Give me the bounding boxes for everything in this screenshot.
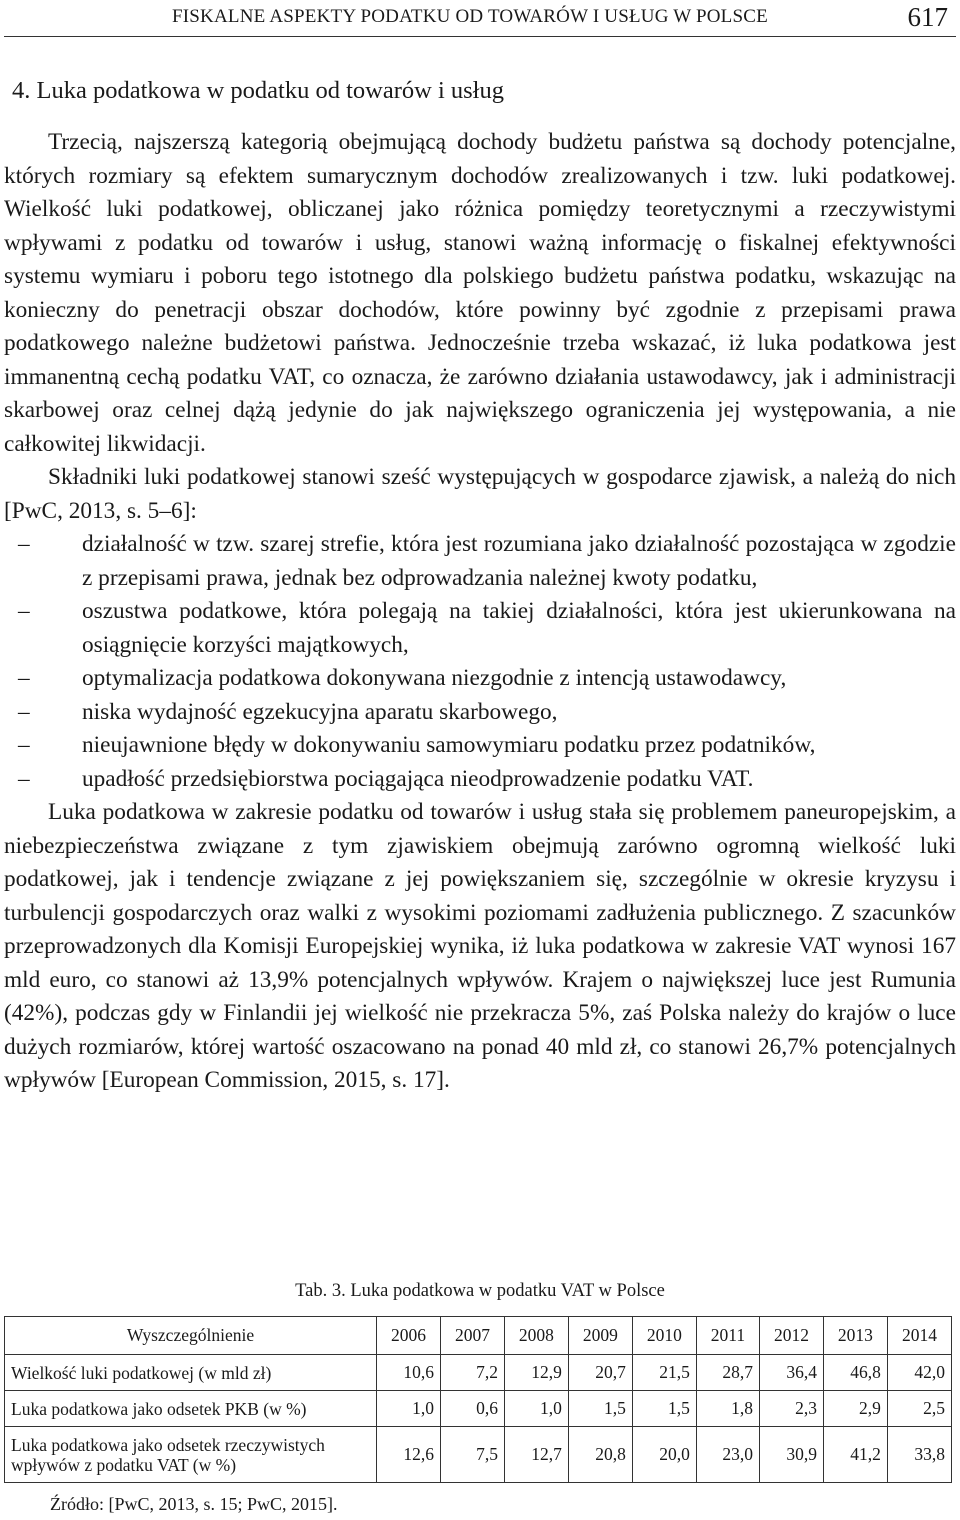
list-item: – niska wydajność egzekucyjna aparatu skarbowego, [4, 696, 956, 730]
table-cell: 2,3 [759, 1391, 823, 1427]
table-cell: 1,5 [632, 1391, 696, 1427]
year-header: 2006 [377, 1317, 441, 1355]
table-cell: 46,8 [823, 1355, 887, 1391]
table-cell: 28,7 [696, 1355, 759, 1391]
year-header: 2010 [632, 1317, 696, 1355]
table-cell: 41,2 [823, 1427, 887, 1483]
table-row [5, 1427, 952, 1483]
paragraph-3: Luka podatkowa w zakresie podatku od towarów i usług stała się problemem paneuropejskim, a niebezpieczeństwa związane z tym zjawiskiem obejmują zarówno ogromną wielkość luki podatkowej, jak i tendencje związane z jej powiększaniem się, szczególnie w okresie kryzysu i turbulencji gospodarczych oraz walki z wysokimi poziomami zadłużenia publicznego. Z szacunków przeprowadzonych dla Komisji Europejskiej wynika, iż luka podatkowa w zakresie VAT wynosi 167 mld euro, co stanowi aż 13,9% potencjalnych wpływów. Krajem o największej luce jest Rumunia (42%), podczas gdy w Finlandii jej wielkość nie przekracza 5%, zaś Polska należy do krajów o luce dużych rozmiarów, której wartość oszacowano na ponad 40 mld zł, co stanowi 26,7% potencjalnych wpływów [European Commission, 2015, s. 17]. [4, 799, 956, 1093]
page-header [0, 0, 960, 38]
table-cell: 2,5 [887, 1391, 951, 1427]
paragraph-1: Trzecią, najszerszą kategorią obejmującą dochody budżetu państwa są dochody potencjalne, których rozmiary są efektem sumarycznym dochodów zrealizowanych i tzw. luki podatkowej. Wielkość luki podatkowej, obliczanej jako różnica pomiędzy teoretycznymi a rzeczywistymi wpływami z podatku od towarów i usług, stanowi ważną informację o fiskalnej efektywności systemu wymiaru i poboru tego istotnego dla polskiego budżetu państwa podatku, wskazując na konieczny do penetracji obszar dochodów, które powinny być zgodnie z przepisami prawa podatkowego należne budżetowi państwa. Jednocześnie trzeba wskazać, iż luka podatkowa jest immanentną cechą podatku VAT, co oznacza, że zarówno działania ustawodawcy, jak i administracji skarbowej oraz celnej dążą jedynie do jak największego ograniczenia jej występowania, a nie całkowitej likwidacji. [4, 129, 956, 457]
header-label: Wyszczególnienie [5, 1317, 377, 1355]
table-cell: 12,7 [504, 1427, 568, 1483]
table-header-row [5, 1317, 952, 1355]
table-row [5, 1355, 952, 1391]
table-cell: 1,0 [504, 1391, 568, 1427]
table-cell: 23,0 [696, 1427, 759, 1483]
table-cell: 2,9 [823, 1391, 887, 1427]
year-header: 2007 [440, 1317, 504, 1355]
running-title: FISKALNE ASPEKTY PODATKU OD TOWARÓW I USŁUG W POLSCE [172, 6, 768, 27]
page-body [4, 74, 956, 1098]
table-cell: 30,9 [759, 1427, 823, 1483]
table-cell: 20,0 [632, 1427, 696, 1483]
list-item: – upadłość przedsiębiorstwa pociągająca nieodprowadzenie podatku VAT. [4, 763, 956, 797]
year-header: 2012 [759, 1317, 823, 1355]
table-cell: 7,5 [440, 1427, 504, 1483]
list-item: – nieujawnione błędy w dokonywaniu samowymiaru podatku przez podatników, [4, 729, 956, 763]
header-rule [4, 36, 956, 37]
table-row [5, 1391, 952, 1427]
year-header: 2009 [568, 1317, 632, 1355]
year-header: 2014 [887, 1317, 951, 1355]
table-cell: 20,8 [568, 1427, 632, 1483]
year-header: 2013 [823, 1317, 887, 1355]
paragraph-2: Składniki luki podatkowej stanowi sześć występujących w gospodarce zjawisk, a należą do nich [PwC, 2013, s. 5–6]: [4, 464, 956, 524]
table-cell: 1,5 [568, 1391, 632, 1427]
table-cell: 36,4 [759, 1355, 823, 1391]
table-cell: 1,8 [696, 1391, 759, 1427]
section-heading: 4. Luka podatkowa w podatku od towarów i usług [12, 77, 504, 104]
list-item: – optymalizacja podatkowa dokonywana niezgodnie z intencją ustawodawcy, [4, 662, 956, 696]
table-source: Źródło: [PwC, 2013, s. 15; PwC, 2015]. [50, 1494, 338, 1514]
table-cell: 0,6 [440, 1391, 504, 1427]
table-cell: 12,6 [377, 1427, 441, 1483]
row-label: Luka podatkowa jako odsetek rzeczywistych wpływów z podatku VAT (w %) [5, 1427, 377, 1483]
table-cell: 33,8 [887, 1427, 951, 1483]
components-list [4, 528, 956, 796]
table-title: Tab. 3. Luka podatkowa w podatku VAT w Polsce [295, 1281, 665, 1301]
vat-gap-table [4, 1316, 952, 1483]
table-cell: 20,7 [568, 1355, 632, 1391]
table-cell: 7,2 [440, 1355, 504, 1391]
table-cell: 10,6 [377, 1355, 441, 1391]
row-label: Luka podatkowa jako odsetek PKB (w %) [5, 1391, 377, 1427]
row-label: Wielkość luki podatkowej (w mld zł) [5, 1355, 377, 1391]
list-item: – działalność w tzw. szarej strefie, która jest rozumiana jako działalność pozostająca w zgodzie z przepisami prawa, jednak bez odprowadzania należnej kwoty podatku, [4, 528, 956, 595]
year-header: 2008 [504, 1317, 568, 1355]
table-cell: 1,0 [377, 1391, 441, 1427]
table-cell: 12,9 [504, 1355, 568, 1391]
page-number: 617 [907, 2, 948, 32]
table-cell: 21,5 [632, 1355, 696, 1391]
table-cell: 42,0 [887, 1355, 951, 1391]
list-item: – oszustwa podatkowe, która polegają na takiej działalności, która jest ukierunkowana na osiągnięcie korzyści majątkowych, [4, 595, 956, 662]
year-header: 2011 [696, 1317, 759, 1355]
